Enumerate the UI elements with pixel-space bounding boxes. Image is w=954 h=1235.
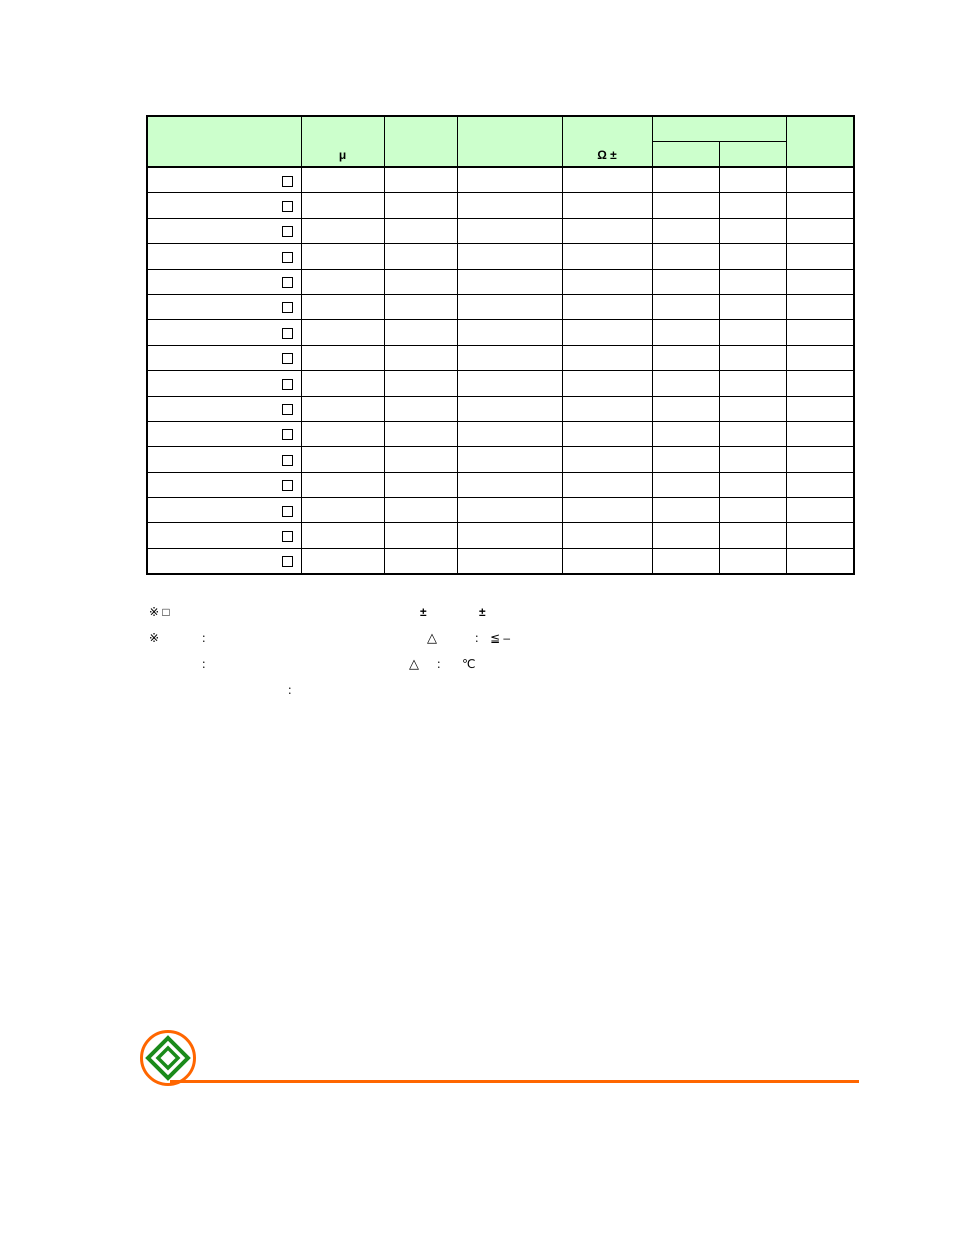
table-cell	[562, 269, 652, 294]
table-cell	[652, 447, 719, 472]
part-number-cell	[147, 167, 301, 193]
part-number-cell	[147, 396, 301, 421]
table-row	[147, 294, 854, 319]
table-cell	[457, 218, 562, 243]
table-cell	[652, 548, 719, 574]
checkbox-square-icon	[282, 252, 293, 263]
table-cell	[562, 294, 652, 319]
table-cell	[719, 498, 786, 523]
checkbox-square-icon	[282, 480, 293, 491]
header-current-sub-2	[719, 142, 786, 168]
table-cell	[719, 396, 786, 421]
table-cell	[786, 371, 854, 396]
header-current-sub-1	[652, 142, 719, 168]
table-cell	[384, 396, 457, 421]
mu-unit: μ	[338, 148, 347, 162]
header-current-group	[652, 116, 786, 142]
table-cell	[457, 371, 562, 396]
table-cell	[457, 498, 562, 523]
triangle-icon: △	[427, 630, 437, 645]
note-line-4-colon: ：	[287, 683, 300, 697]
table-cell	[457, 193, 562, 218]
note-line-3-colon-b: ：	[436, 657, 449, 671]
table-cell	[652, 371, 719, 396]
table-cell	[719, 447, 786, 472]
table-cell	[786, 244, 854, 269]
header-col-8	[786, 116, 854, 167]
table-cell	[301, 218, 384, 243]
part-number-cell	[147, 498, 301, 523]
table-cell	[786, 218, 854, 243]
table-row	[147, 167, 854, 193]
table-cell	[652, 472, 719, 497]
table-cell	[457, 548, 562, 574]
part-number-cell	[147, 447, 301, 472]
table-cell	[652, 294, 719, 319]
header-col-4	[457, 116, 562, 167]
table-cell	[301, 345, 384, 370]
note-line-1	[149, 605, 170, 619]
table-cell	[457, 472, 562, 497]
celsius-unit: ℃	[462, 657, 476, 671]
table-row	[147, 498, 854, 523]
table-cell	[301, 447, 384, 472]
table-cell	[786, 548, 854, 574]
table-cell	[301, 421, 384, 446]
logo-inner-diamond	[158, 1048, 178, 1068]
checkbox-square-icon	[282, 531, 293, 542]
part-number-cell	[147, 320, 301, 345]
table-cell	[384, 244, 457, 269]
table-cell	[652, 193, 719, 218]
table-cell	[786, 193, 854, 218]
checkbox-square-icon	[282, 277, 293, 288]
table-cell	[457, 523, 562, 548]
table-cell	[786, 498, 854, 523]
checkbox-square-icon	[282, 302, 293, 313]
table-cell	[384, 193, 457, 218]
table-cell	[301, 523, 384, 548]
table-cell	[652, 244, 719, 269]
table-cell	[562, 548, 652, 574]
table-cell	[384, 167, 457, 193]
part-number-cell	[147, 472, 301, 497]
table-cell	[562, 320, 652, 345]
table-cell	[301, 371, 384, 396]
header-inductance	[301, 116, 384, 167]
table-cell	[562, 498, 652, 523]
table-cell	[301, 269, 384, 294]
note-line-3-colon-a: ：	[201, 657, 214, 671]
table-cell	[786, 447, 854, 472]
checkbox-square-icon	[282, 176, 293, 187]
table-cell	[786, 294, 854, 319]
part-number-cell	[147, 345, 301, 370]
table-cell	[719, 320, 786, 345]
table-cell	[384, 421, 457, 446]
table-row	[147, 218, 854, 243]
table-cell	[457, 269, 562, 294]
table-cell	[719, 523, 786, 548]
table-cell	[786, 421, 854, 446]
table-row	[147, 396, 854, 421]
table-cell	[384, 472, 457, 497]
note-line-2-relation: ≦ –	[490, 631, 511, 645]
reference-mark: ※	[149, 605, 160, 619]
table-cell	[786, 523, 854, 548]
checkbox-square-icon	[282, 455, 293, 466]
table-cell	[301, 167, 384, 193]
table-header	[147, 116, 854, 167]
checkbox-square-icon	[282, 226, 293, 237]
table-cell	[384, 218, 457, 243]
checkbox-square-icon	[282, 201, 293, 212]
table-cell	[301, 498, 384, 523]
table-cell	[652, 320, 719, 345]
table-cell	[786, 396, 854, 421]
table-cell	[786, 269, 854, 294]
table-cell	[301, 244, 384, 269]
table-cell	[786, 472, 854, 497]
table-cell	[719, 421, 786, 446]
table-cell	[652, 218, 719, 243]
table-cell	[562, 421, 652, 446]
table-cell	[719, 167, 786, 193]
logo-outer-diamond	[148, 1038, 188, 1078]
table-cell	[457, 447, 562, 472]
table-cell	[719, 269, 786, 294]
triangle-icon-2: △	[409, 656, 419, 671]
note-line-2-mark: ※	[149, 631, 160, 645]
table-cell	[786, 320, 854, 345]
table-cell	[457, 167, 562, 193]
table-cell	[786, 167, 854, 193]
table-cell	[652, 498, 719, 523]
table-row	[147, 523, 854, 548]
table-cell	[719, 193, 786, 218]
table-row	[147, 421, 854, 446]
table-cell	[652, 167, 719, 193]
table-row	[147, 244, 854, 269]
table-cell	[301, 193, 384, 218]
header-col-3	[384, 116, 457, 167]
table-cell	[786, 345, 854, 370]
table-cell	[457, 320, 562, 345]
box-glyph-text: □	[162, 605, 170, 619]
table-row	[147, 472, 854, 497]
part-number-cell	[147, 523, 301, 548]
table-cell	[562, 523, 652, 548]
note-line-2-colon-a: ：	[201, 631, 214, 645]
table-cell	[562, 193, 652, 218]
table-cell	[301, 320, 384, 345]
checkbox-square-icon	[282, 404, 293, 415]
part-number-cell	[147, 269, 301, 294]
table-row	[147, 371, 854, 396]
table-cell	[719, 294, 786, 319]
table-cell	[652, 396, 719, 421]
header-dcr	[562, 116, 652, 167]
table-cell	[384, 345, 457, 370]
table-cell	[384, 447, 457, 472]
checkbox-square-icon	[282, 353, 293, 364]
table-cell	[562, 345, 652, 370]
diamond-circle-logo-icon	[139, 1029, 197, 1087]
checkbox-square-icon	[282, 506, 293, 517]
table-cell	[562, 472, 652, 497]
footer-rule	[170, 1080, 859, 1083]
table-cell	[457, 294, 562, 319]
table-cell	[652, 421, 719, 446]
table-cell	[719, 371, 786, 396]
table-cell	[652, 345, 719, 370]
table-cell	[562, 371, 652, 396]
table-cell	[562, 167, 652, 193]
table-cell	[384, 320, 457, 345]
header-part-number	[147, 116, 301, 167]
table-cell	[562, 447, 652, 472]
table-cell	[301, 472, 384, 497]
spec-table	[146, 115, 855, 575]
table-cell	[457, 421, 562, 446]
table-cell	[719, 244, 786, 269]
part-number-cell	[147, 294, 301, 319]
checkbox-square-icon	[282, 379, 293, 390]
table-cell	[384, 498, 457, 523]
table-cell	[457, 396, 562, 421]
table-cell	[384, 371, 457, 396]
checkbox-square-icon	[282, 328, 293, 339]
table-cell	[301, 396, 384, 421]
table-cell	[384, 269, 457, 294]
table-cell	[719, 472, 786, 497]
table-row	[147, 193, 854, 218]
table-cell	[652, 269, 719, 294]
table-cell	[384, 523, 457, 548]
table-cell	[652, 523, 719, 548]
table-cell	[301, 294, 384, 319]
checkbox-square-icon	[282, 556, 293, 567]
part-number-cell	[147, 548, 301, 574]
ohm-unit: Ω ±	[597, 148, 617, 162]
table-row	[147, 320, 854, 345]
table-cell	[562, 396, 652, 421]
table-row	[147, 548, 854, 574]
table-body	[147, 167, 854, 574]
table-cell	[301, 548, 384, 574]
part-number-cell	[147, 421, 301, 446]
part-number-cell	[147, 371, 301, 396]
part-number-cell	[147, 193, 301, 218]
table-row	[147, 269, 854, 294]
table-cell	[384, 548, 457, 574]
note-line-2-colon-b: ：	[474, 631, 487, 645]
table-cell	[457, 244, 562, 269]
table-cell	[562, 218, 652, 243]
table-cell	[562, 244, 652, 269]
part-number-cell	[147, 244, 301, 269]
table-cell	[384, 294, 457, 319]
table-row	[147, 345, 854, 370]
table-cell	[457, 345, 562, 370]
table-row	[147, 447, 854, 472]
table-cell	[719, 345, 786, 370]
note-line-1-pm-a: ±	[420, 605, 427, 619]
table-cell	[719, 218, 786, 243]
part-number-cell	[147, 218, 301, 243]
checkbox-square-icon	[282, 429, 293, 440]
table-cell	[719, 548, 786, 574]
note-line-1-pm-b: ±	[479, 605, 486, 619]
